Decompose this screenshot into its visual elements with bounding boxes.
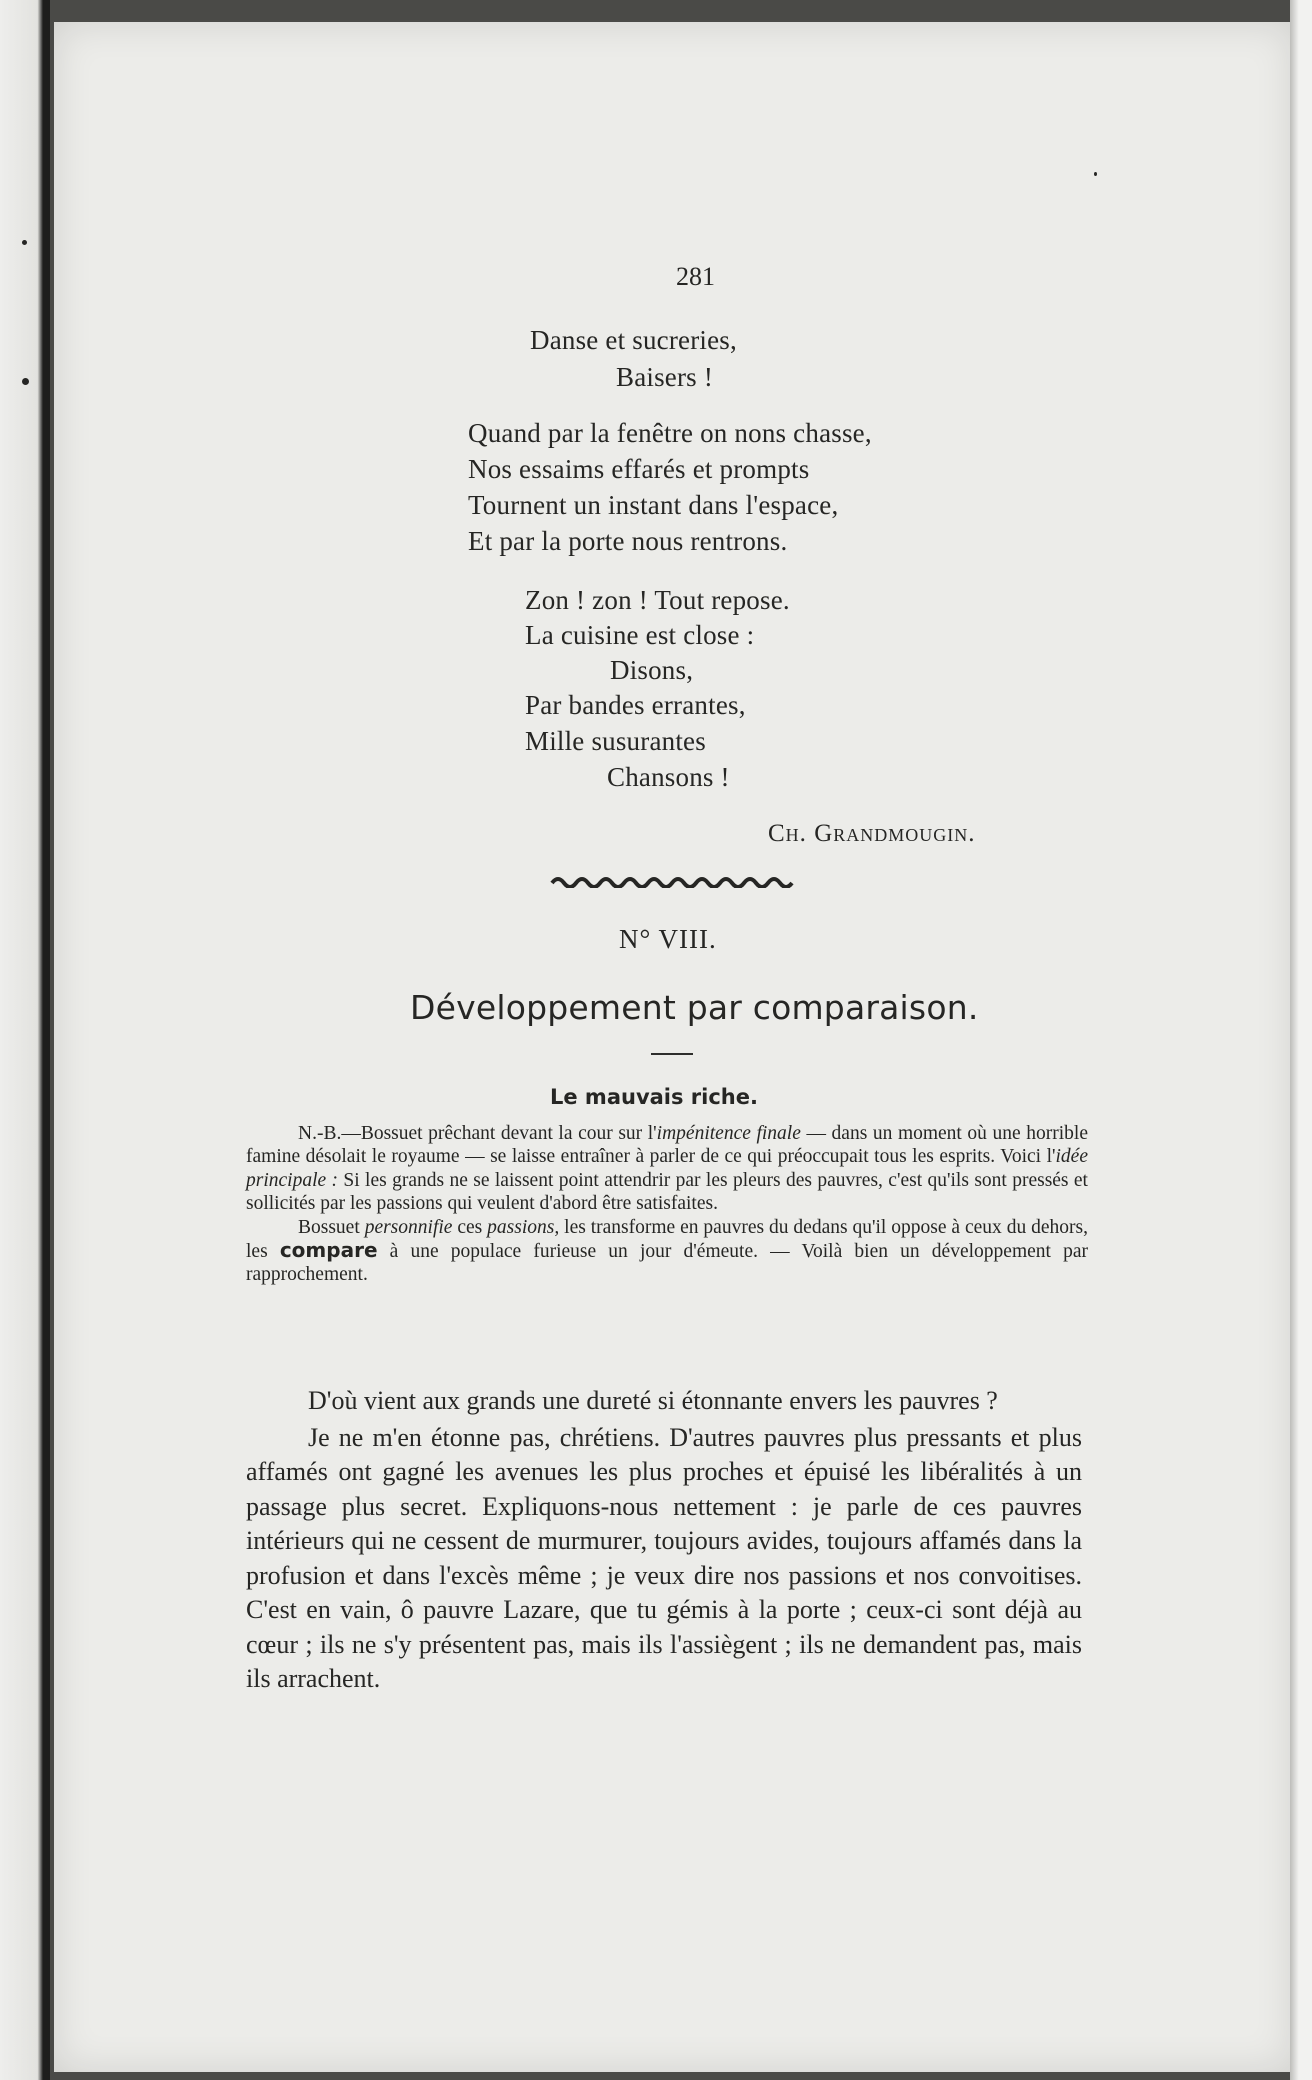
poem-line: Quand par la fenêtre on nons chasse, (468, 418, 872, 448)
speck (22, 240, 27, 245)
poem-line: La cuisine est close : (525, 620, 755, 650)
note-bold: compare (279, 1238, 378, 1263)
poem-line: Chansons ! (607, 762, 730, 792)
poem-line: Danse et sucreries, (530, 325, 737, 355)
poem-line: Disons, (610, 655, 694, 685)
note-text: ces (452, 1216, 488, 1238)
signature-initials: Ch. (768, 820, 807, 847)
note-text: Si les grands ne se laissent point attendrir par les pleurs des pauvres, c'est qu'ils sont pressés et sollicités par les passions qui veulent d'abord être satisfaites. (246, 1169, 1088, 1215)
note-paragraph (246, 1122, 1088, 1216)
editorial-note (246, 1122, 1088, 1287)
poem-line: Tournent un instant dans l'espace, (468, 490, 839, 520)
body-paragraph: Je ne m'en étonne pas, chrétiens. D'autres pauvres plus pressants et plus affamés ont gagné les avenues les plus proches et épuisé les libéralités à un passage plus secret. Expliquons-nous nettement : je parle de ces pauvres intérieurs qui ne cessent de murmurer, toujours avides, toujours affamés dans la profusion et dans l'excès même ; je veux dire nos passions et nos convoitises. C'est en vain, ô pauvre Lazare, que tu gémis à la porte ; ceux-ci sont déjà au cœur ; ils ne s'y présentent pas, mais ils l'assiègent ; ils ne demandent pas, mais ils arrachent. (246, 1422, 1082, 1693)
poem-line: Par bandes errantes, (525, 690, 746, 720)
poem-line: Nos essaims effarés et prompts (468, 454, 810, 484)
main-text (246, 1384, 1082, 1697)
poem-line: Mille susurantes (525, 726, 706, 756)
right-page-edge (1290, 0, 1312, 2080)
note-text: N.-B.—Bossuet prêchant devant la cour sur l' (298, 1123, 657, 1144)
adjacent-page-edge (0, 0, 50, 2080)
signature-surname: Grandmougin. (814, 820, 976, 847)
note-text: les transforme en pauvres du dedans qu'il oppose à ceux du dehors, les (246, 1216, 1088, 1263)
note-text: à une populace furieuse un jour d'émeute. — Voilà bien un développement par rapprochement. (246, 1241, 1088, 1286)
note-italic: passions, (487, 1216, 560, 1238)
speck (1094, 172, 1097, 176)
title-rule (651, 1053, 693, 1055)
poem-line: Zon ! zon ! Tout repose. (525, 585, 790, 615)
section-subtitle: Le mauvais riche. (550, 1085, 758, 1109)
note-italic: personnifie (364, 1216, 453, 1238)
poem-signature (768, 820, 976, 848)
note-italic: impénitence finale (656, 1123, 801, 1144)
note-paragraph (246, 1216, 1088, 1287)
note-italic: idée principale : (246, 1146, 1088, 1191)
poem-line: Et par la porte nous rentrons. (468, 526, 788, 556)
wavy-ornament (550, 874, 794, 888)
section-title: Développement par comparaison. (410, 988, 979, 1027)
poem-line: Baisers ! (616, 362, 714, 392)
note-text: — dans un moment où une horrible famine désolait le royaume — se laisse entraîner à parler de ce qui préoccupait tous les esprits. Voici l' (246, 1123, 1088, 1168)
section-number: N° VIII. (619, 924, 717, 954)
note-text: Bossuet (298, 1216, 365, 1238)
speck (22, 378, 29, 385)
body-paragraph: D'où vient aux grands une dureté si étonnante envers les pauvres ? (308, 1386, 998, 1415)
page-number: 281 (676, 262, 715, 291)
